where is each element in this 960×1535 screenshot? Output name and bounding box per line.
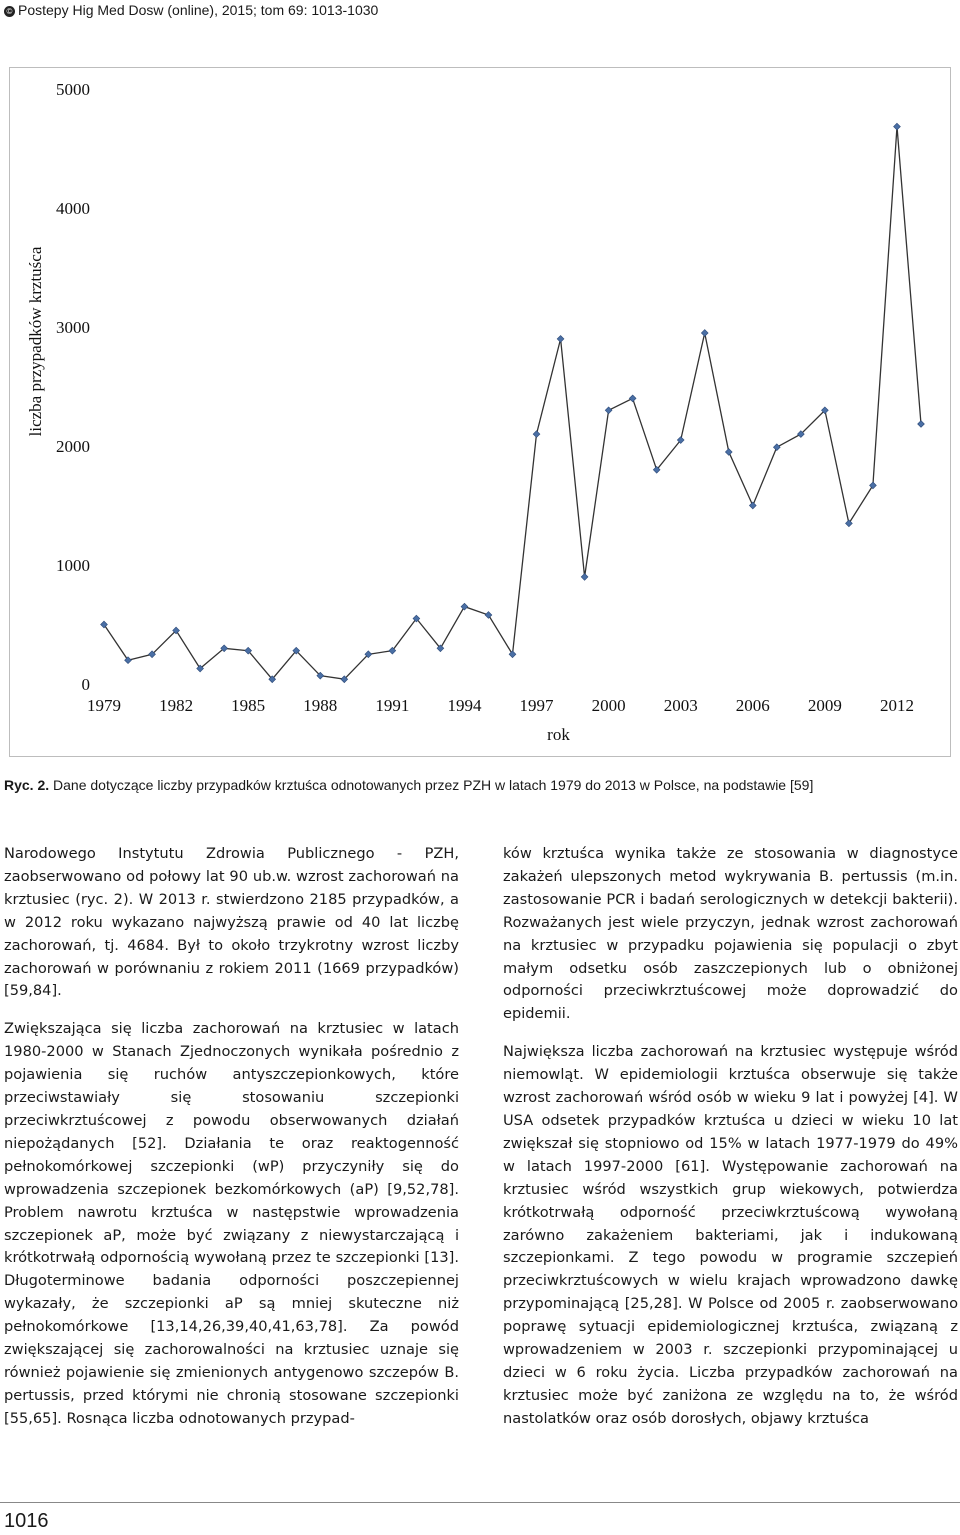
- right-paragraph-1: ków krztuśca wynika także ze stosowania w diagnostyce zakażeń ulepszonych metod wykrywania B. pertussis (m.in. zastosowanie PCR i badań serologicznych w detekcji bakterii). Rozważanych jest wiele przyczyn, jednak wzrost zachorowań na krztusiec w przypadku pojawienia się populacji o zbyt małym odsetku osób zaszczepionych lub o obniżonej odporności przeciwkrztuścowej może doprowadzić do epidemii.: [503, 845, 958, 1023]
- x-axis-label: rok: [547, 725, 570, 744]
- x-tick-label: 1985: [231, 696, 266, 715]
- y-tick-label: 3000: [56, 318, 90, 337]
- x-tick-label: 2012: [879, 696, 914, 715]
- x-tick-label: 1982: [159, 696, 194, 715]
- data-point-marker: [485, 612, 492, 619]
- left-column: [4, 843, 459, 1446]
- x-tick-label: 1991: [375, 696, 410, 715]
- journal-header-text: Postepy Hig Med Dosw (online), 2015; tom 69: 1013-1030: [18, 2, 379, 18]
- right-column: [503, 843, 958, 1446]
- left-paragraph-1: Narodowego Instytutu Zdrowia Publicznego - PZH, zaobserwowano od połowy lat 90 ub.w. wzrost zachorowań na krztusiec (ryc. 2). W 2013 r. stwierdzono 2185 przypadków, a w 2012 roku wykazano najwyższą prawie od 40 lat liczbę zachorowań, tj. 4684. Był to około trzykrotny wzrost liczby zachorowań w porównaniu z rokiem 2011 (1669 przypadków) [59,84].: [4, 845, 459, 1000]
- page-number: 1016: [4, 1510, 49, 1532]
- y-tick-label: 0: [81, 675, 90, 694]
- x-tick-label: 2009: [807, 696, 842, 715]
- x-tick-label: 2000: [591, 696, 626, 715]
- data-point-marker: [894, 123, 901, 130]
- data-point-marker: [846, 520, 853, 527]
- data-point-marker: [725, 449, 732, 456]
- data-point-marker: [509, 651, 516, 658]
- data-point-marker: [557, 336, 564, 343]
- figure-caption: [4, 777, 813, 793]
- data-point-marker: [749, 502, 756, 509]
- x-tick-label: 2006: [735, 696, 770, 715]
- figure-caption-label: Ryc. 2.: [4, 777, 50, 793]
- data-point-marker: [461, 603, 468, 610]
- x-tick-label: 1979: [87, 696, 121, 715]
- y-tick-label: 5000: [56, 80, 90, 99]
- journal-header: [4, 2, 378, 18]
- case-count-line-chart: [10, 68, 950, 756]
- x-tick-label: 1994: [447, 696, 482, 715]
- left-paragraph-2: Zwiększająca się liczba zachorowań na krztusiec w latach 1980-2000 w Stanach Zjednoczonych wynikała pośrednio z pojawienia się ruchów antyszczepionkowych, które przeciwstawiały się stosowaniu szczepionki przeciwkrztuścowej z powodu obserwowanych działań niepożądanych [52]. Działania te oraz reaktogenność pełnokomórkowej szczepionki (wP) przyczyniły się do wprowadzenia szczepionek bezkomórkowych (aP) [9,52,78]. Problem nawrotu krztuśca w następstwie wprowadzenia szczepionek aP, może być związany z niewystarczającą i krótkotrwałą odpornością wywołaną przez te szczepionki [13]. Długoterminowe badania odporności poszczepiennej wykazały, że szczepionki aP są mniej skuteczne niż pełnokomórkowe [13,14,26,39,40,41,63,78]. Za powód zwiększającej się zachorowalności na krztusiec uznaje się również pojawienie się zmienionych antygenowo szczepów B. pertussis, przed którymi nie chronią stosowane szczepionki [55,65]. Rosnąca liczba odnotowanych przypad-: [4, 1020, 459, 1427]
- data-point-marker: [605, 407, 612, 414]
- data-point-marker: [773, 444, 780, 451]
- data-point-marker: [870, 482, 877, 489]
- data-point-marker: [629, 395, 636, 402]
- y-tick-label: 1000: [56, 556, 90, 575]
- series-line: [104, 127, 921, 680]
- data-point-marker: [701, 330, 708, 337]
- data-point-marker: [533, 431, 540, 438]
- y-tick-label: 4000: [56, 199, 90, 218]
- y-tick-label: 2000: [56, 437, 90, 456]
- figure-caption-text: Dane dotyczące liczby przypadków krztuśca odnotowanych przez PZH w latach 1979 do 2013 w Polsce, na podstawie [59]: [49, 777, 814, 793]
- copyright-icon: ©: [4, 6, 15, 17]
- x-tick-label: 2003: [663, 696, 698, 715]
- footer-rule: [0, 1502, 960, 1503]
- data-point-marker: [918, 421, 925, 428]
- chart-frame: [9, 67, 951, 757]
- data-point-marker: [581, 574, 588, 581]
- y-axis-label: liczba przypadków krztuśca: [26, 246, 45, 437]
- right-paragraph-2: Największa liczba zachorowań na krztusiec występuje wśród niemowląt. W epidemiologii krztuśca obserwuje się także wzrost zachorowań wśród osób w wieku 9 lat i powyżej [4]. W USA odsetek przypadków krztuśca u dzieci w wieku 10 lat zwiększał się stopniowo od 15% w latach 1977-1979 do 49% w latach 1997-2000 [61]. Występowanie zachorowań na krztusiec wśród wszystkich grup wiekowych, potwierdza krótkotrwałą odporność przeciwkrztuścową wywołaną zarówno zakażeniem bakteriami, jak i indukowaną szczepionkami. Z tego powodu w programie szczepień przeciwkrztuścowych w wielu krajach wprowadzono dawkę przypominającą [25,28]. W Polsce od 2005 r. zaobserwowano poprawę sytuacji epidemiologicznej krztuśca, związaną z wprowadzeniem w 2003 r. szczepionki przypominającej u dzieci w 6 roku życia. Liczba przypadków zachorowań na krztusiec może być zaniżona ze względu na to, że wśród nastolatków oraz osób dorosłych, objawy krztuśca: [503, 1043, 958, 1427]
- x-tick-label: 1997: [519, 696, 554, 715]
- x-tick-label: 1988: [303, 696, 338, 715]
